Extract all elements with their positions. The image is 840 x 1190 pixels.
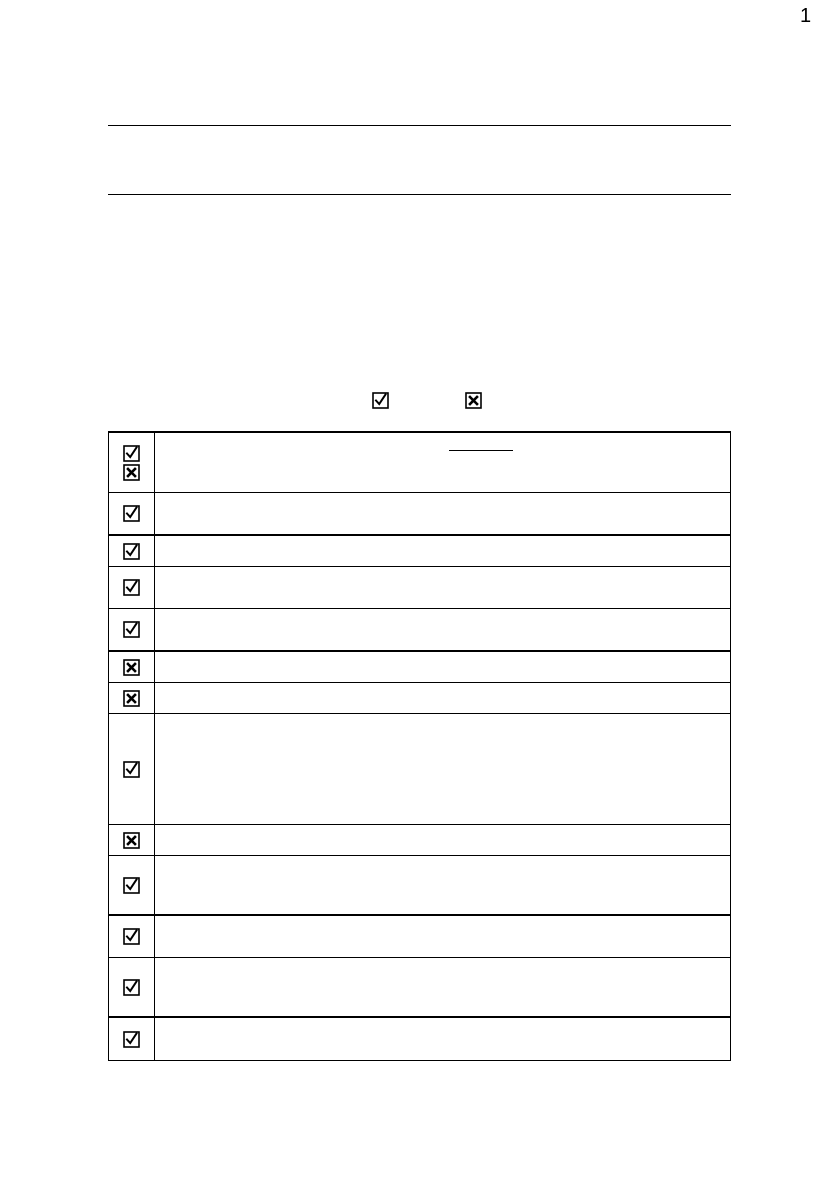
row-text bbox=[155, 714, 730, 824]
checked-box-icon bbox=[123, 621, 140, 638]
mark-cell bbox=[109, 609, 155, 650]
crossed-box-icon bbox=[123, 690, 140, 707]
crossed-box-icon bbox=[123, 832, 140, 849]
row-text bbox=[155, 1018, 730, 1060]
row-text bbox=[155, 916, 730, 957]
mark-cell bbox=[109, 683, 155, 713]
header-rule-top bbox=[108, 125, 731, 126]
mark-cell bbox=[109, 493, 155, 534]
mark-cell bbox=[109, 567, 155, 608]
checklist-row bbox=[109, 567, 730, 609]
checked-box-icon bbox=[123, 505, 140, 522]
checked-box-icon bbox=[123, 877, 140, 894]
legend bbox=[0, 392, 840, 412]
mark-cell bbox=[109, 856, 155, 914]
crossed-box-icon bbox=[123, 659, 140, 676]
row-text bbox=[155, 825, 730, 855]
row-text bbox=[155, 683, 730, 713]
row-text bbox=[155, 536, 730, 566]
checked-box-icon bbox=[123, 928, 140, 945]
mark-cell bbox=[109, 916, 155, 957]
checklist-row bbox=[109, 1018, 730, 1060]
checklist-row bbox=[109, 825, 730, 856]
row-text bbox=[155, 567, 730, 608]
checklist-row bbox=[109, 652, 730, 683]
checklist-row bbox=[109, 433, 730, 493]
checklist-table bbox=[108, 431, 731, 1061]
row-text bbox=[155, 609, 730, 650]
row-text bbox=[155, 958, 730, 1016]
crossed-box-icon bbox=[123, 464, 140, 481]
checked-box-icon bbox=[123, 445, 140, 462]
row-text bbox=[155, 856, 730, 914]
checked-box-icon bbox=[372, 392, 389, 409]
header-rule-bottom bbox=[108, 194, 731, 195]
checklist-row bbox=[109, 958, 730, 1018]
checked-box-icon bbox=[123, 543, 140, 560]
checklist-row bbox=[109, 493, 730, 536]
checked-box-icon bbox=[123, 579, 140, 596]
checklist-row bbox=[109, 536, 730, 567]
mark-cell bbox=[109, 825, 155, 855]
row-text bbox=[155, 433, 730, 492]
page-number: 1 bbox=[800, 5, 812, 27]
row-text bbox=[155, 652, 730, 682]
checked-box-icon bbox=[123, 761, 140, 778]
mark-cell bbox=[109, 1018, 155, 1060]
checklist-row bbox=[109, 609, 730, 652]
mark-cell bbox=[109, 536, 155, 566]
checked-box-icon bbox=[123, 1031, 140, 1048]
row-text bbox=[155, 493, 730, 534]
checklist-row bbox=[109, 714, 730, 825]
mark-cell bbox=[109, 958, 155, 1016]
mark-cell bbox=[109, 652, 155, 682]
checklist-row bbox=[109, 856, 730, 916]
crossed-box-icon bbox=[465, 392, 482, 409]
checklist-row bbox=[109, 683, 730, 714]
checklist-row bbox=[109, 916, 730, 958]
mark-cell bbox=[109, 714, 155, 824]
mark-cell bbox=[109, 433, 155, 492]
underline-blank bbox=[449, 450, 513, 451]
checked-box-icon bbox=[123, 979, 140, 996]
